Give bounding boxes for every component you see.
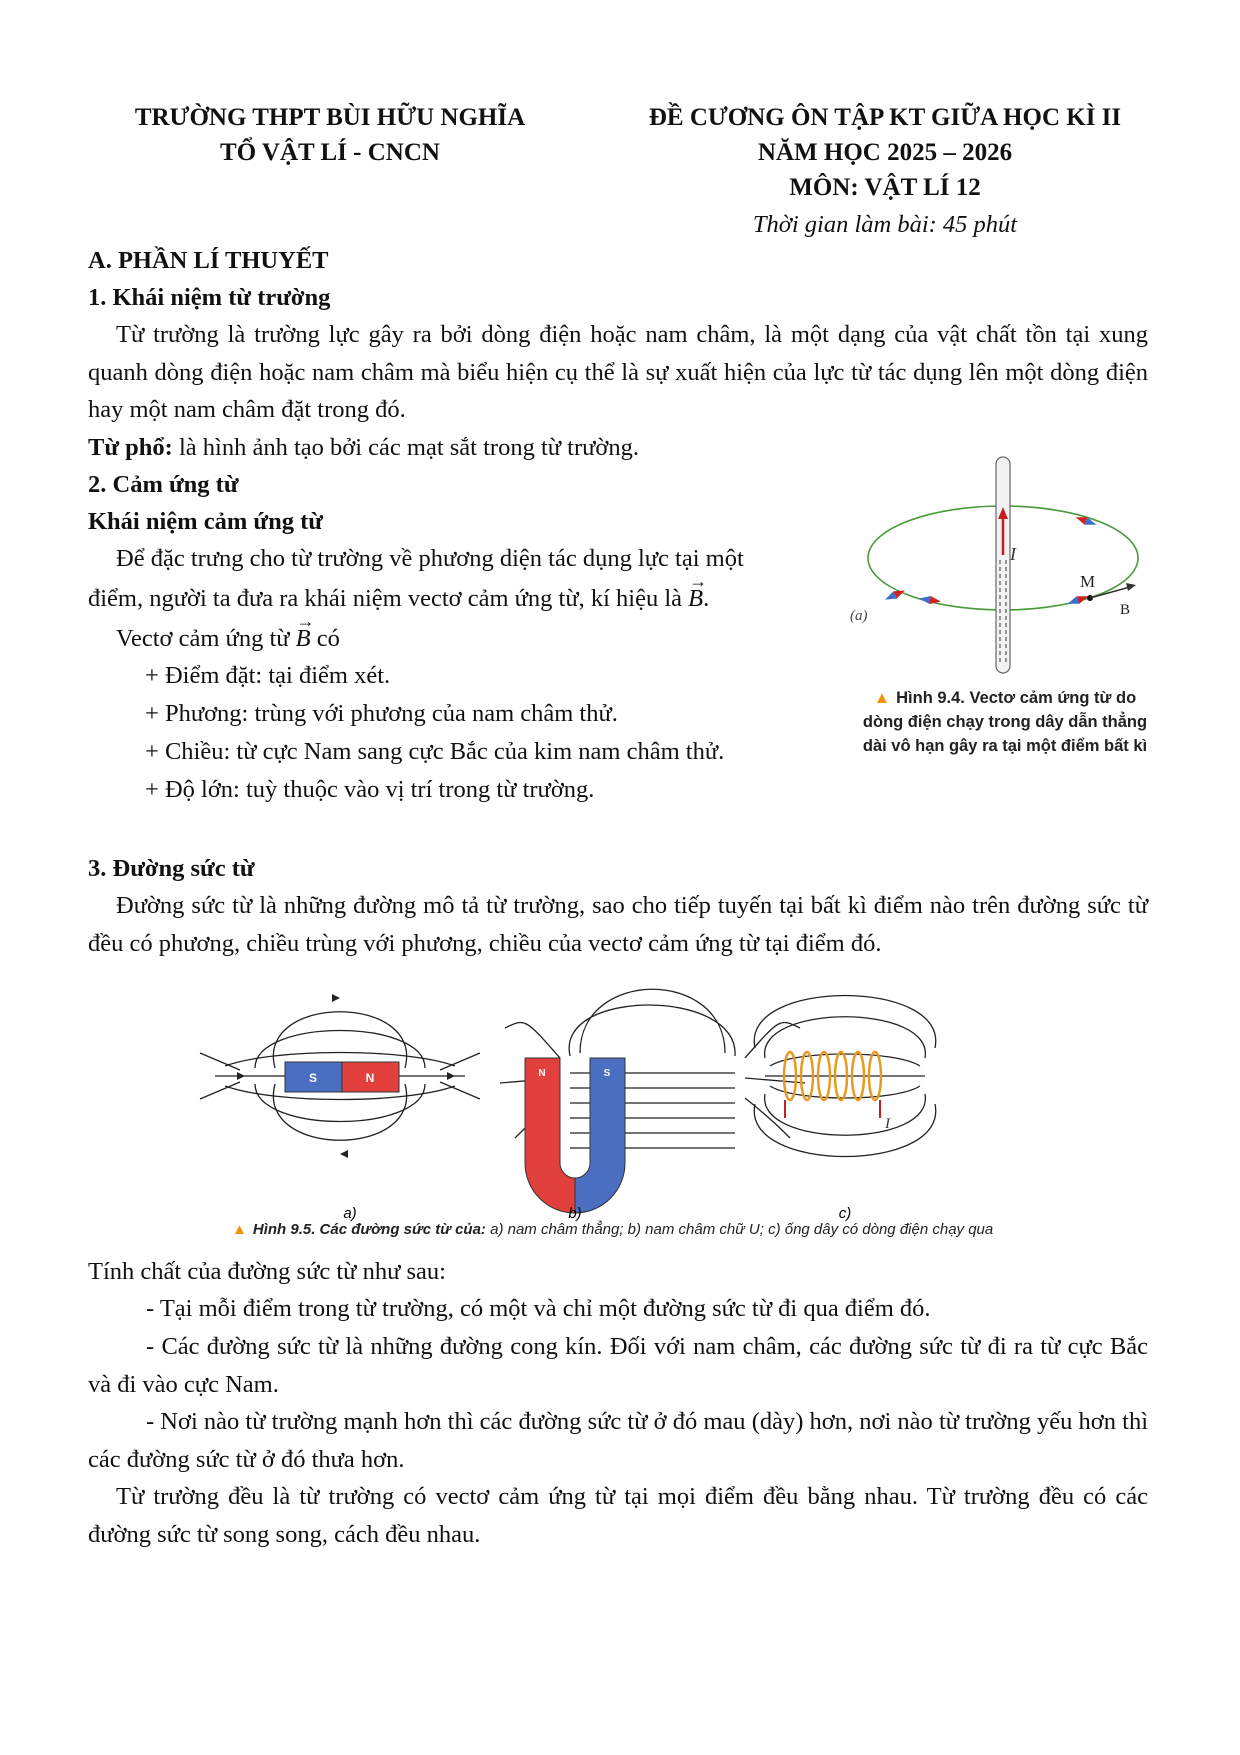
vector-has-text: Vectơ cảm ứng từ: [116, 625, 290, 652]
vector-b-label: B: [1120, 602, 1131, 618]
subject-name: MÔN: VẬT LÍ 12: [789, 174, 981, 201]
heading-1: 1. Khái niệm từ trường: [88, 284, 331, 311]
warning-triangle-icon-2: ▲: [232, 1221, 247, 1238]
caption-bold: Hình 9.5. Các đường sức từ của:: [252, 1221, 486, 1238]
paragraph-field-lines: Đường sức từ là những đường mô tả từ trường, sao cho tiếp tuyến tại bất kì điểm nào trên đường sức từ đều có phương, chiều trùng với phương, chiều của vectơ cảm ứng từ tại điểm đó.: [88, 892, 1148, 957]
properties-title: Tính chất của đường sức từ như sau:: [88, 1258, 446, 1285]
property-1: - Tại mỗi điểm trong từ trường, có một và chỉ một đường sức từ đi qua điểm đó.: [146, 1295, 931, 1322]
document-title: ĐỀ CƯƠNG ÔN TẬP KT GIỮA HỌC KÌ II: [648, 104, 1122, 131]
vector-has-line: [116, 620, 340, 658]
figure-9-5-caption: [232, 1221, 1032, 1238]
bullet-point-of-application: + Điểm đặt: tại điểm xét.: [145, 662, 391, 689]
point-m-label: M: [1080, 572, 1096, 591]
panel-a-label: (a): [850, 608, 868, 624]
caption-line-1: ▲ Hình 9.4. Vectơ cảm ứng từ do: [873, 689, 1137, 707]
fig-label-c: c): [838, 1205, 852, 1222]
vector-b-symbol: → B: [688, 580, 703, 618]
heading-3: 3. Đường sức từ: [88, 855, 255, 882]
uniform-field-paragraph: Từ trường đều là từ trường có vectơ cảm ứng từ tại mọi điểm đều bằng nhau. Từ trường đều có các đường sức từ song song, cách đều nhau.: [88, 1483, 1148, 1548]
figure-9-4: [840, 455, 1170, 680]
fig-label-a: a): [343, 1205, 357, 1222]
figure-9-4-caption: [840, 686, 1170, 758]
caption-line-3: dài vô hạn gây ra tại một điểm bất kì: [862, 737, 1148, 755]
caption-line-2: dòng điện chạy trong dây dẫn thẳng: [862, 713, 1148, 731]
property-2: - Các đường sức từ là những đường cong kín. Đối với nam châm, các đường sức từ đi ra từ cực Bắc và đi vào cực Nam.: [88, 1333, 1148, 1398]
bullet-magnitude: + Độ lớn: tuỳ thuộc vào vị trí trong từ trường.: [145, 776, 595, 803]
vector-b-arrow: [1090, 587, 1130, 598]
compass-needle-top-right: [1074, 513, 1097, 528]
subheading-induction: Khái niệm cảm ứng từ: [88, 508, 323, 535]
fig-label-b: b): [568, 1205, 582, 1222]
induction-period: .: [703, 585, 710, 612]
vector-has-suffix: có: [316, 625, 340, 652]
exam-time: Thời gian làm bài: 45 phút: [752, 211, 1018, 238]
u-magnet-north-arm: [525, 1058, 575, 1213]
spectrum-text: là hình ảnh tạo bởi các mạt sắt trong từ trường.: [178, 434, 639, 461]
heading-2: 2. Cảm ứng từ: [88, 471, 239, 498]
property-3: - Nơi nào từ trường mạnh hơn thì các đường sức từ ở đó mau (dày) hơn, nơi nào từ trường yếu hơn thì các đường sức từ ở đó thưa hơn.: [88, 1408, 1148, 1473]
solenoid-current-label: I: [885, 1116, 890, 1132]
bullet-sense: + Chiều: từ cực Nam sang cực Bắc của kim nam châm thử.: [145, 738, 725, 765]
spectrum-label: Từ phổ:: [88, 434, 173, 461]
section-a-title: A. PHẦN LÍ THUYẾT: [88, 247, 329, 274]
induction-para-line-1: Để đặc trưng cho từ trường về phương diện tác dụng lực tại một: [116, 545, 744, 572]
school-name: TRƯỜNG THPT BÙI HỮU NGHĨA: [134, 104, 526, 131]
induction-para-text: điểm, người ta đưa ra khái niệm vectơ cảm ứng từ, kí hiệu là: [88, 585, 683, 612]
paragraph-magnetic-field: Từ trường là trường lực gây ra bởi dòng điện hoặc nam châm, là một dạng của vật chất tồn tại xung quanh dòng điện hoặc nam châm mà biểu hiện cụ thể là sự xuất hiện của lực từ tác dụng lên một dòng điện hay một nam châm đặt trong đó.: [88, 321, 1148, 423]
caption-rest: a) nam châm thẳng; b) nam châm chữ U; c) ống dây có dòng điện chạy qua: [490, 1221, 994, 1238]
pole-n-label: N: [365, 1071, 375, 1085]
bullet-direction: + Phương: trùng với phương của nam châm thử.: [145, 700, 618, 727]
pole-s-label: S: [308, 1071, 318, 1085]
solenoid-field: [754, 996, 936, 1157]
induction-para-line-2: [88, 580, 709, 618]
warning-triangle-icon: ▲: [873, 689, 891, 707]
straight-wire: [996, 457, 1010, 673]
figure-9-5: [195, 978, 1035, 1223]
u-pole-n-label: N: [538, 1068, 546, 1079]
current-label: I: [1010, 544, 1016, 564]
u-magnet-south-arm: [575, 1058, 625, 1213]
school-year: NĂM HỌC 2025 – 2026: [757, 139, 1013, 166]
compass-needle-at-m: [1066, 592, 1089, 607]
vector-b-symbol-2: → B: [296, 620, 311, 658]
u-pole-s-label: S: [603, 1068, 611, 1079]
department-name: TỔ VẬT LÍ - CNCN: [220, 139, 440, 166]
